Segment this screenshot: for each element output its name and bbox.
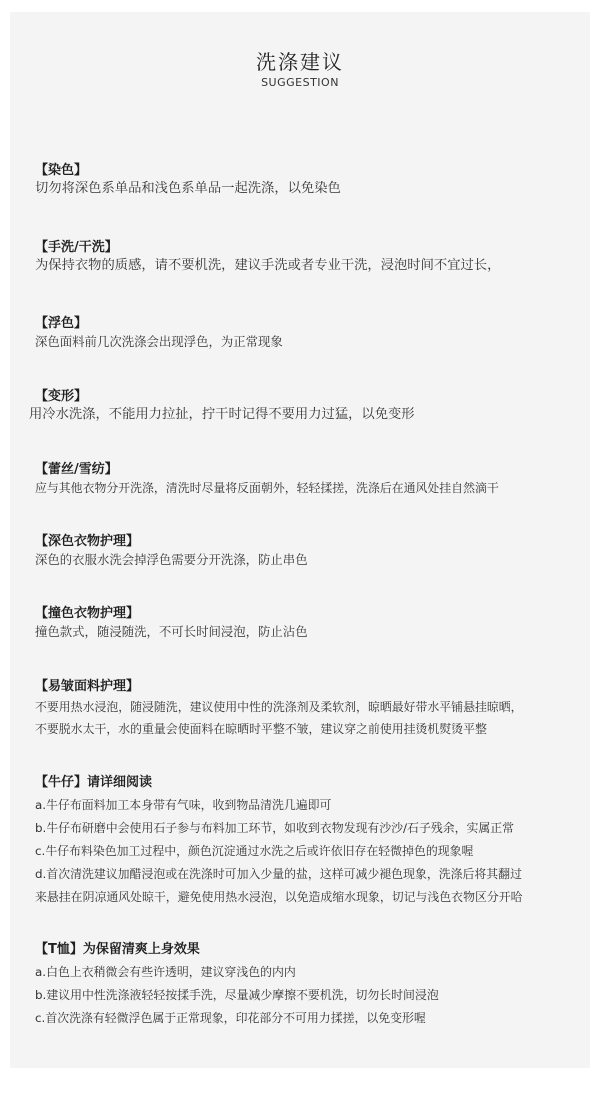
section-hand-dry-wash	[35, 239, 585, 275]
section-text: a.白色上衣稍微会有些许透明，建议穿浅色的内内	[35, 965, 296, 979]
section-denim	[35, 774, 585, 906]
section-text: d.首次清洗建议加醋浸泡或在洗涤时可加入少量的盐，这样可减少褪色现象，洗涤后将其翻过	[35, 867, 522, 881]
section-contrast-care	[35, 605, 585, 641]
content-panel	[10, 12, 590, 1068]
section-text: 撞色款式，随浸随洗，不可长时间浸泡，防止沾色	[35, 624, 308, 639]
section-title: 【易皱面料护理】	[35, 679, 140, 694]
page-subtitle: SUGGESTION	[261, 76, 339, 89]
section-wrinkle-care	[35, 678, 585, 738]
page-title: 洗涤建议	[256, 50, 344, 74]
section-text: b.牛仔布研磨中会使用石子参与布料加工环节，如收到衣物发现有沙沙/石子残余，实属正常	[35, 821, 515, 835]
section-title: 【牛仔】请详细阅读	[35, 775, 153, 790]
section-title: 【蕾丝/雪纺】	[35, 462, 118, 477]
section-text: 深色的衣服水洗会掉浮色需要分开洗涤，防止串色	[35, 552, 308, 567]
section-title: 【T恤】为保留清爽上身效果	[35, 942, 200, 957]
section-text: 切勿将深色系单品和浅色系单品一起洗涤，以免染色	[35, 181, 341, 196]
section-text: 为保持衣物的质感，请不要机洗，建议手洗或者专业干洗，浸泡时间不宜过长，	[35, 258, 501, 273]
section-title: 【染色】	[35, 163, 88, 178]
section-title: 【手洗/干洗】	[35, 240, 118, 255]
section-floating-color	[35, 315, 585, 351]
section-text: 应与其他衣物分开洗涤，清洗时尽量将反面朝外，轻轻揉搓，洗涤后在通风处挂自然滴干	[35, 481, 499, 495]
section-dyeing	[35, 162, 585, 198]
section-text: b.建议用中性洗涤液轻轻按揉手洗，尽量减少摩擦不要机洗，切勿长时间浸泡	[35, 988, 439, 1002]
section-text: 来悬挂在阴凉通风处晾干，避免使用热水浸泡，以免造成缩水现象，切记与浅色衣物区分开哈	[35, 890, 523, 904]
section-text: 用冷水洗涤，不能用力拉扯，拧干时记得不要用力过猛，以免变形	[29, 407, 415, 422]
section-text: 深色面料前几次洗涤会出现浮色，为正常现象	[35, 334, 283, 349]
section-title: 【深色衣物护理】	[35, 534, 140, 549]
section-text: c.首次洗涤有轻微浮色属于正常现象，印花部分不可用力揉搓，以免变形喔	[35, 1011, 426, 1025]
section-text: 不要用热水浸泡，随浸随洗，建议使用中性的洗涤剂及柔软剂，晾晒最好带水平铺悬挂晾晒，	[35, 700, 523, 714]
section-lace-chiffon	[35, 461, 585, 497]
section-deformation	[29, 388, 585, 424]
section-text: 不要脱水太干，水的重量会使面料在晾晒时平整不皱，建议穿之前使用挂烫机熨烫平整	[35, 722, 487, 736]
section-title: 【撞色衣物护理】	[35, 606, 140, 621]
section-tshirt	[35, 941, 585, 1027]
section-title: 【变形】	[35, 389, 88, 404]
section-title: 【浮色】	[35, 316, 88, 331]
section-dark-care	[35, 533, 585, 569]
section-text: a.牛仔布面料加工本身带有气味，收到物品清洗几遍即可	[35, 798, 332, 812]
section-text: c.牛仔布料染色加工过程中，颜色沉淀通过水洗之后或许依旧存在轻微掉色的现象喔	[35, 844, 474, 858]
